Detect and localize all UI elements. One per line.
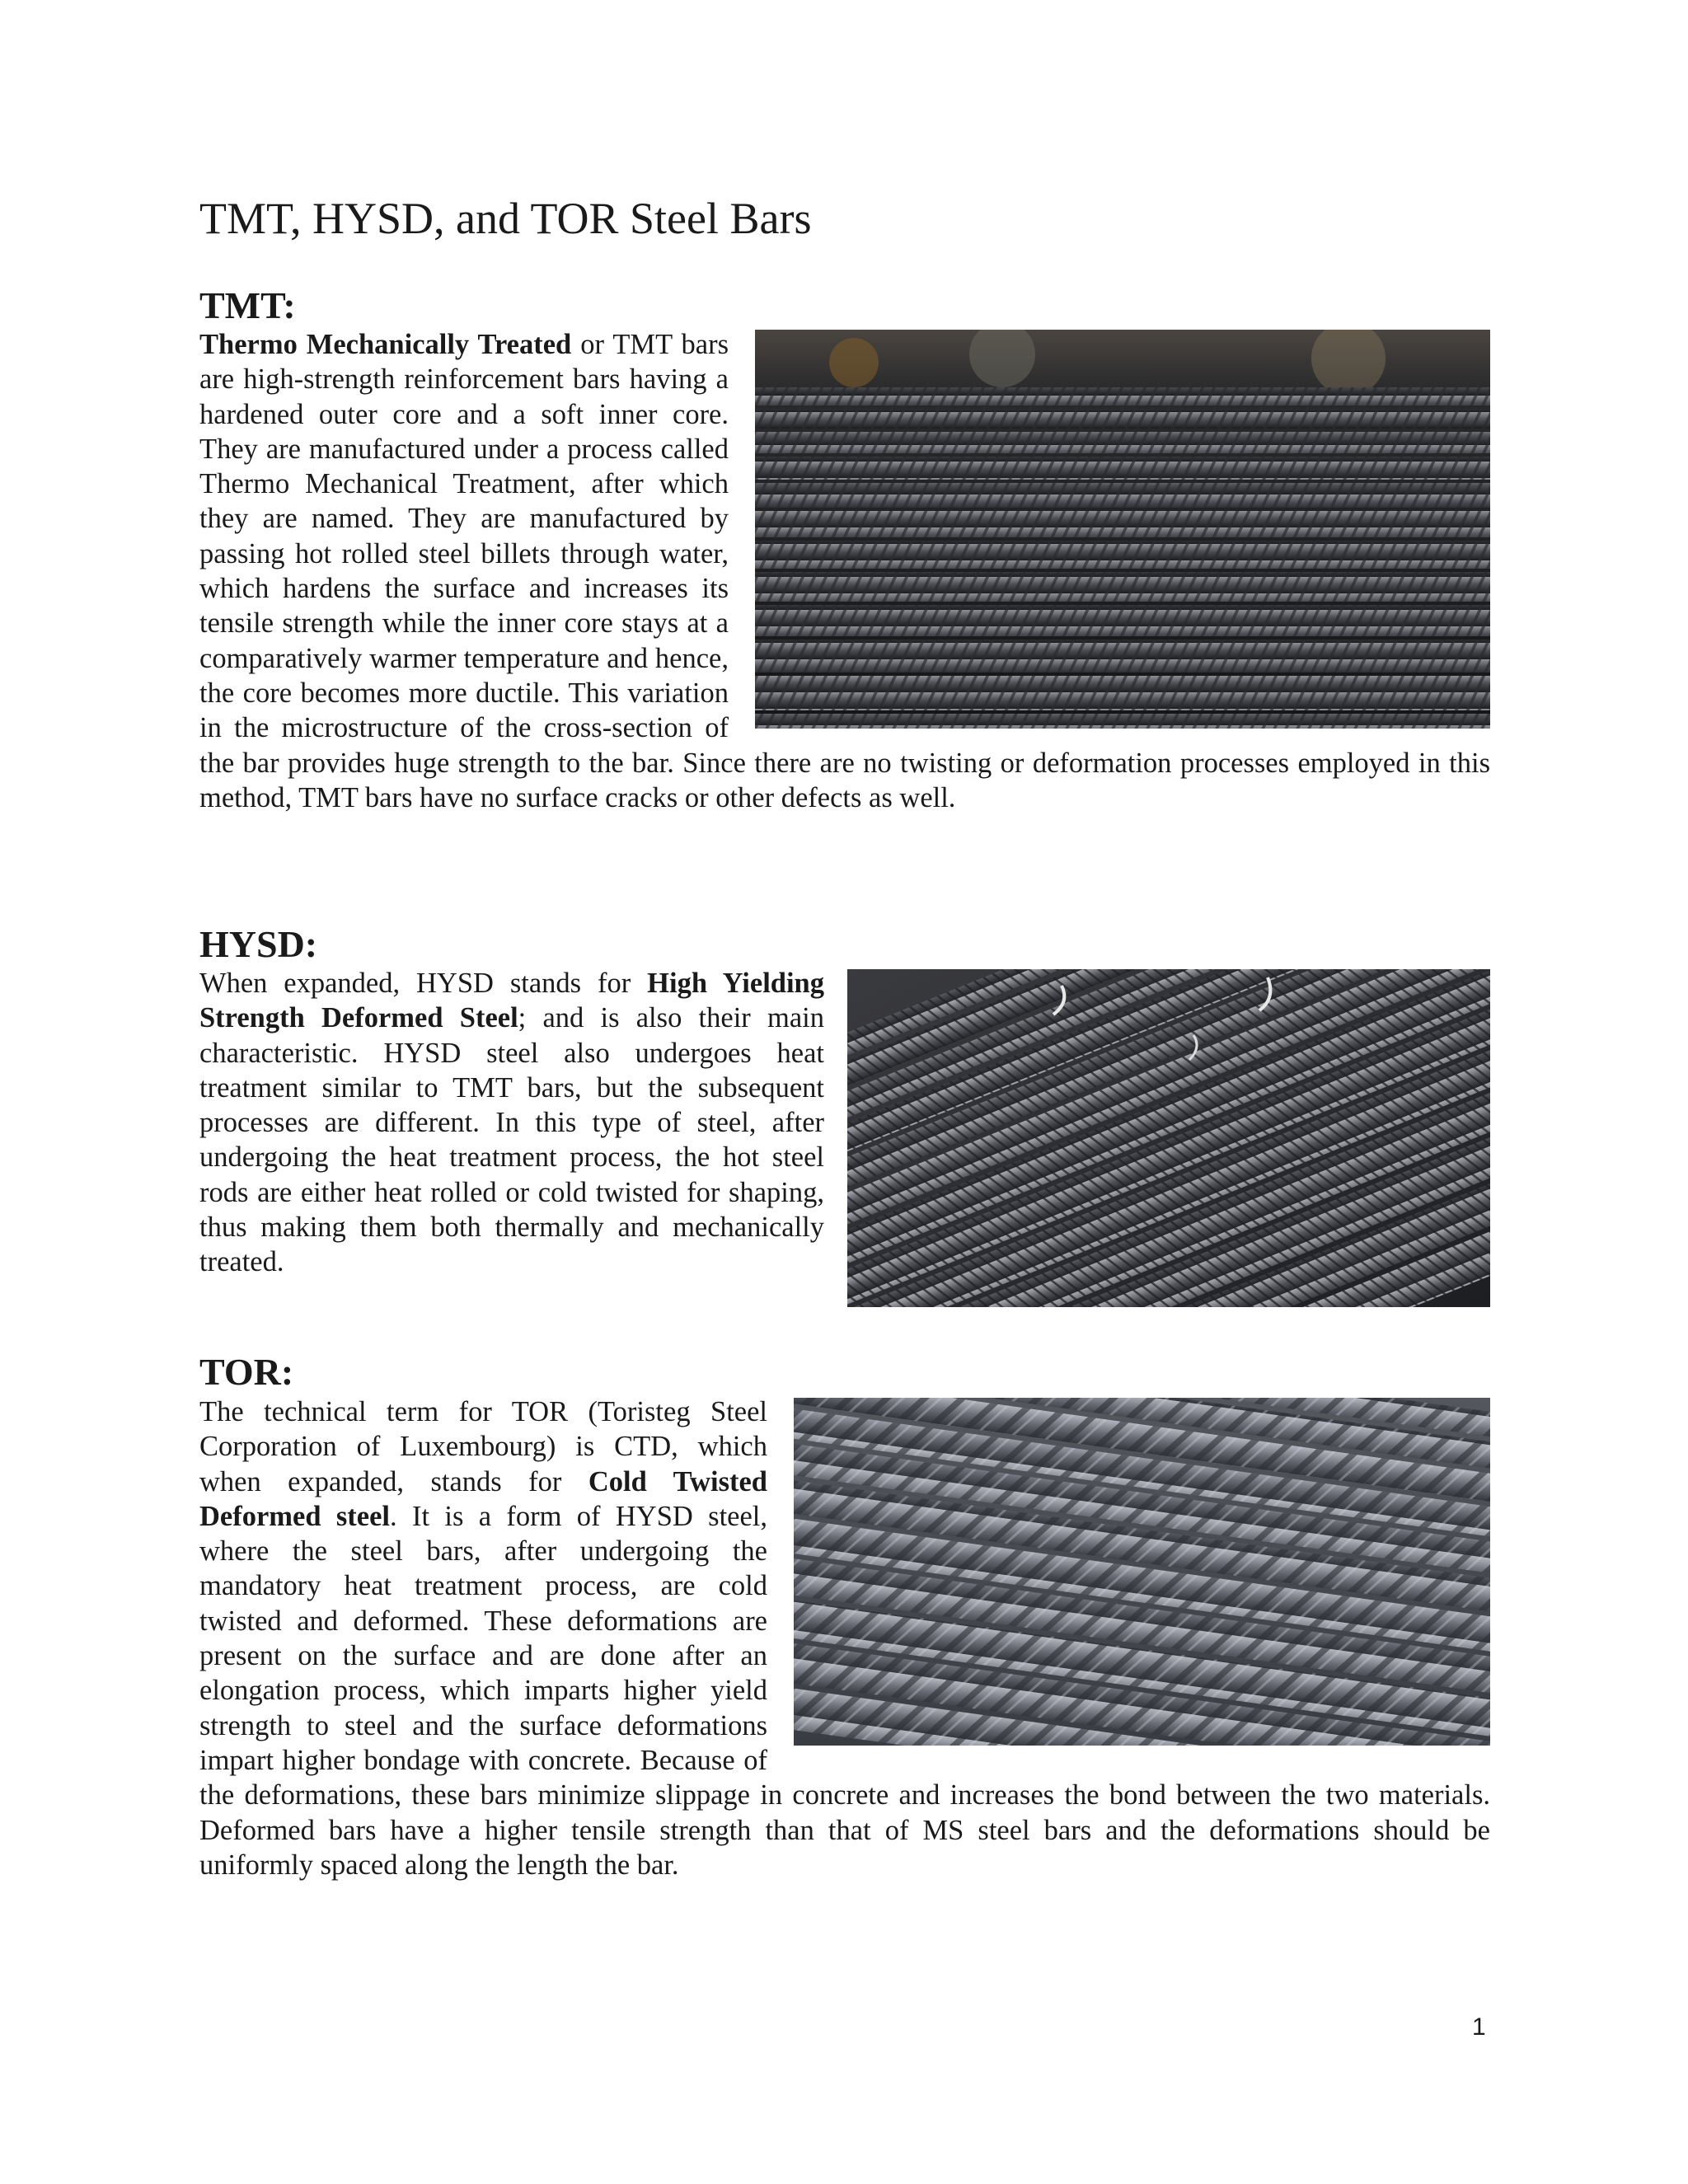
- tor-text-start: The technical term for TOR (Toristeg Steel Corporation of Luxembourg) is CTD, which when expanded, stands for: [199, 1396, 767, 1497]
- page-number: 1: [1472, 2013, 1486, 2041]
- section-body-tmt: [199, 327, 1490, 815]
- tor-text-end: . It is a form of HYSD steel, where the steel bars, after undergoing the mandatory heat treatment process, are cold twisted and deformed. These deformations are present on the surface and are done after an elongation process, which imparts higher yield strength to steel and the surface deformations impart higher bondage with concrete. Because of the deformations, these bars minimize slippage in concrete and increases the bond between the two materials. Deformed bars have a higher tensile strength than that of MS steel bars and the deformations should be uniformly spaced along the length the bar.: [199, 1500, 1490, 1881]
- section-heading-tmt: TMT:: [199, 284, 296, 326]
- page-title: TMT, HYSD, and TOR Steel Bars: [199, 194, 812, 243]
- hysd-text-end: ; and is also their main characteristic. HYSD steel also undergoes heat treatment similar to TMT bars, but the subsequent processes are different. In this type of steel, after undergoing the heat treatment process, the hot steel rods are either heat rolled or cold twisted for shaping, thus making them both thermally and mechanically treated.: [199, 1002, 824, 1278]
- section-body-hysd: [199, 966, 1490, 1314]
- section-heading-hysd: HYSD:: [199, 923, 318, 965]
- tmt-paragraph: or TMT bars are high-strength reinforcement bars having a hardened outer core and a soft inner core. They are manufactured under a process called Thermo Mechanical Treatment, after which they are named. They are manufactured by passing hot rolled steel billets through water, which hardens the surface and increases its tensile strength while the inner core stays at a comparatively warmer temperature and hence, the core becomes more ductile. This variation in the microstructure of the cross-section of the bar provides huge strength to the bar. Since there are no twisting or deformation processes employed in this method, TMT bars have no surface cracks or other defects as well.: [199, 329, 1490, 813]
- tor-bold-term: Cold Twisted Deformed steel: [199, 1465, 767, 1532]
- section-heading-tor: TOR:: [199, 1351, 294, 1393]
- hysd-bold-term: High Yielding Strength Deformed Steel: [199, 968, 824, 1034]
- hysd-text-start: When expanded, HYSD stands for: [199, 968, 648, 999]
- hysd-bars-photo: [847, 969, 1490, 1307]
- tmt-bold-lead: Thermo Mechanically Treated: [199, 329, 572, 360]
- tor-bars-photo: [794, 1398, 1490, 1746]
- tmt-bars-photo: [755, 330, 1490, 729]
- section-body-tor: [199, 1394, 1490, 1882]
